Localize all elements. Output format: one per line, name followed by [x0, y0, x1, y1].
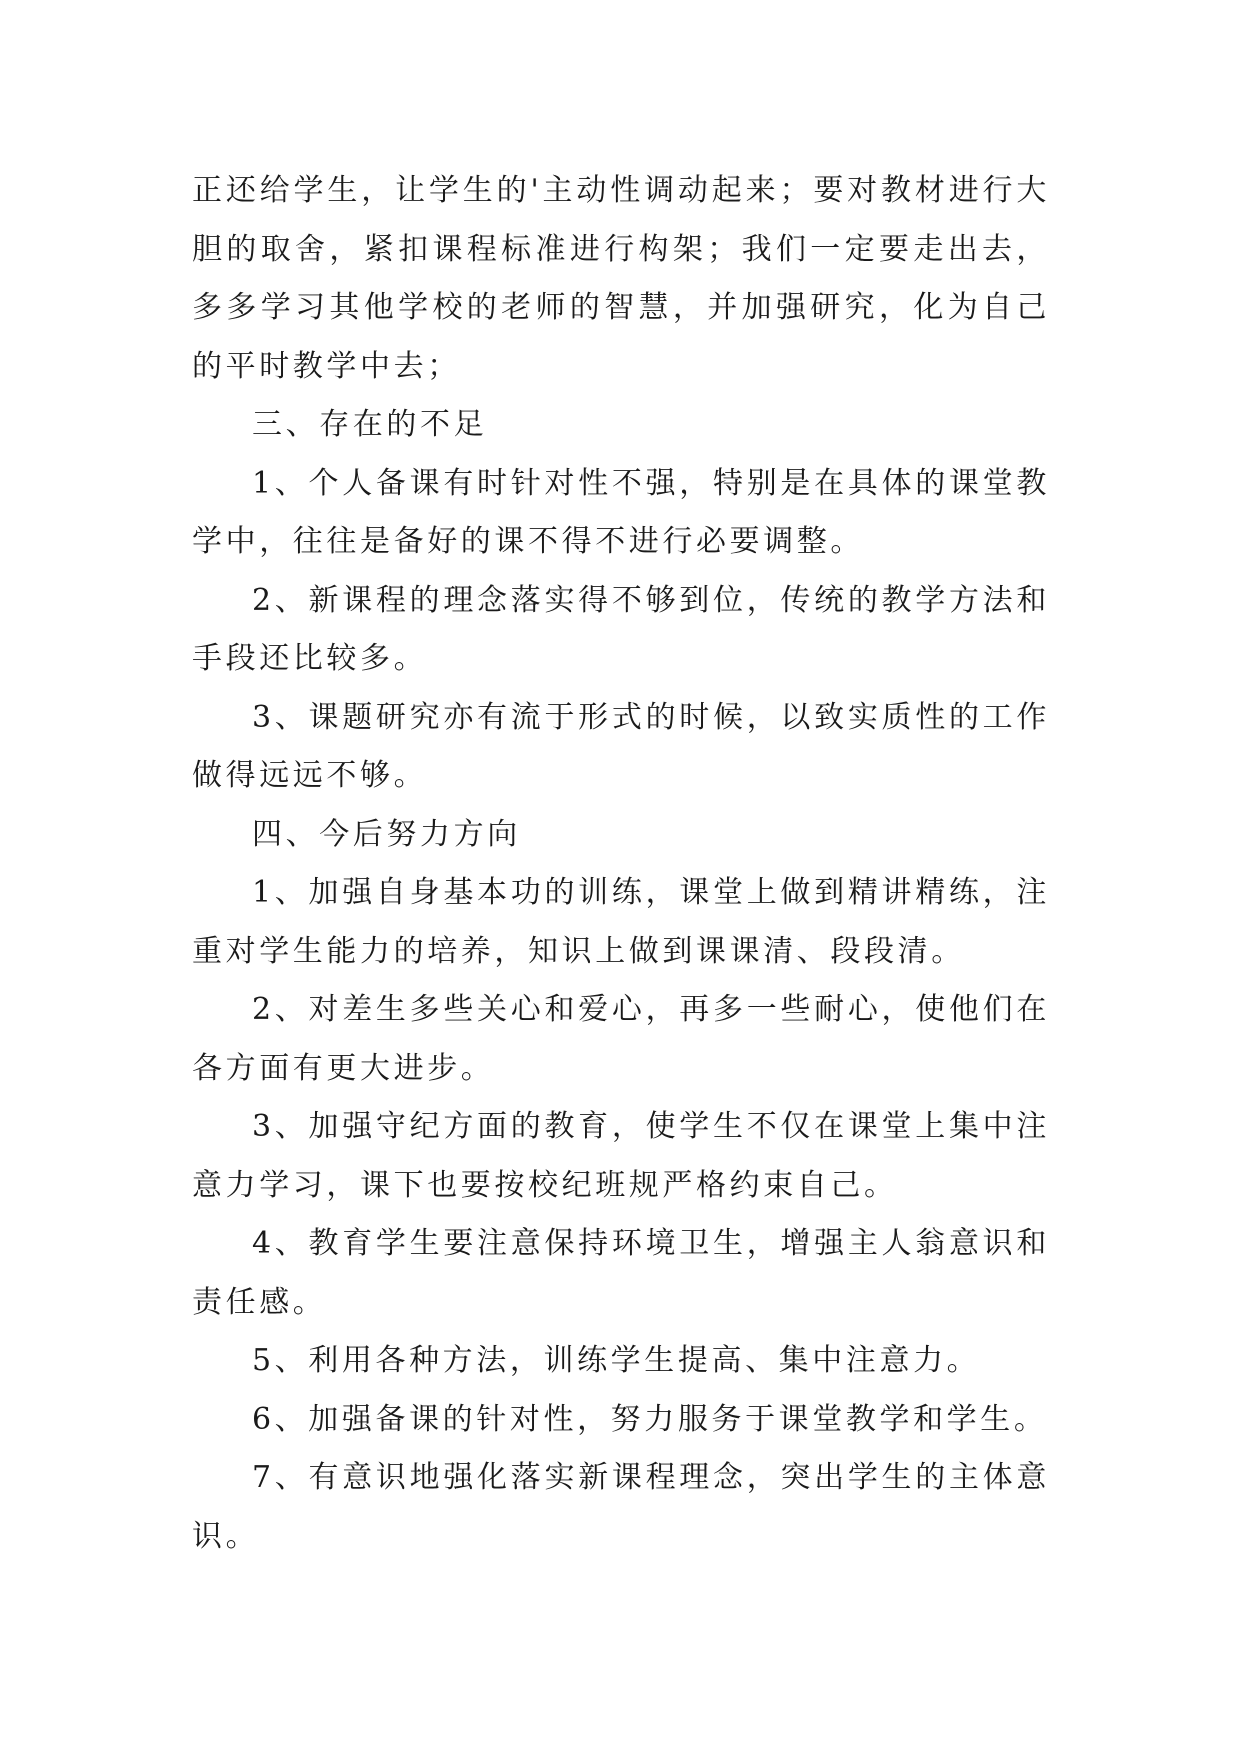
direction-item-1: 1、加强自身基本功的训练，课堂上做到精讲精练，注重对学生能力的培养，知识上做到课课清、段段清。: [192, 875, 1050, 969]
shortcoming-item-2: 2、新课程的理念落实得不够到位，传统的教学方法和手段还比较多。: [192, 582, 1050, 676]
direction-item-3: 3、加强守纪方面的教育，使学生不仅在课堂上集中注意力学习，课下也要按校纪班规严格约束自己。: [192, 1109, 1050, 1203]
direction-item-5: 5、利用各种方法，训练学生提高、集中注意力。: [252, 1343, 981, 1378]
shortcoming-item-1: 1、个人备课有时针对性不强，特别是在具体的课堂教学中，往往是备好的课不得不进行必要调整。: [192, 465, 1050, 559]
section-heading-shortcomings: 三、存在的不足: [252, 407, 488, 442]
shortcoming-item-3: 3、课题研究亦有流于形式的时候，以致实质性的工作做得远远不够。: [192, 699, 1050, 793]
direction-item-6: 6、加强备课的针对性，努力服务于课堂教学和学生。: [252, 1401, 1048, 1437]
direction-item-4: 4、教育学生要注意保持环境卫生，增强主人翁意识和责任感。: [192, 1226, 1050, 1320]
direction-item-7: 7、有意识地强化落实新课程理念，突出学生的主体意识。: [192, 1460, 1050, 1554]
document-body: [192, 162, 1050, 1566]
section-heading-future-direction: 四、今后努力方向: [252, 816, 521, 852]
paragraph-continuation: 正还给学生，让学生的'主动性调动起来；要对教材进行大胆的取舍，紧扣课程标准进行构架；我们一定要走出去，多多学习其他学校的老师的智慧，并加强研究，化为自己的平时教学中去；: [192, 173, 1050, 384]
direction-item-2: 2、对差生多些关心和爱心，再多一些耐心，使他们在各方面有更大进步。: [192, 992, 1050, 1086]
